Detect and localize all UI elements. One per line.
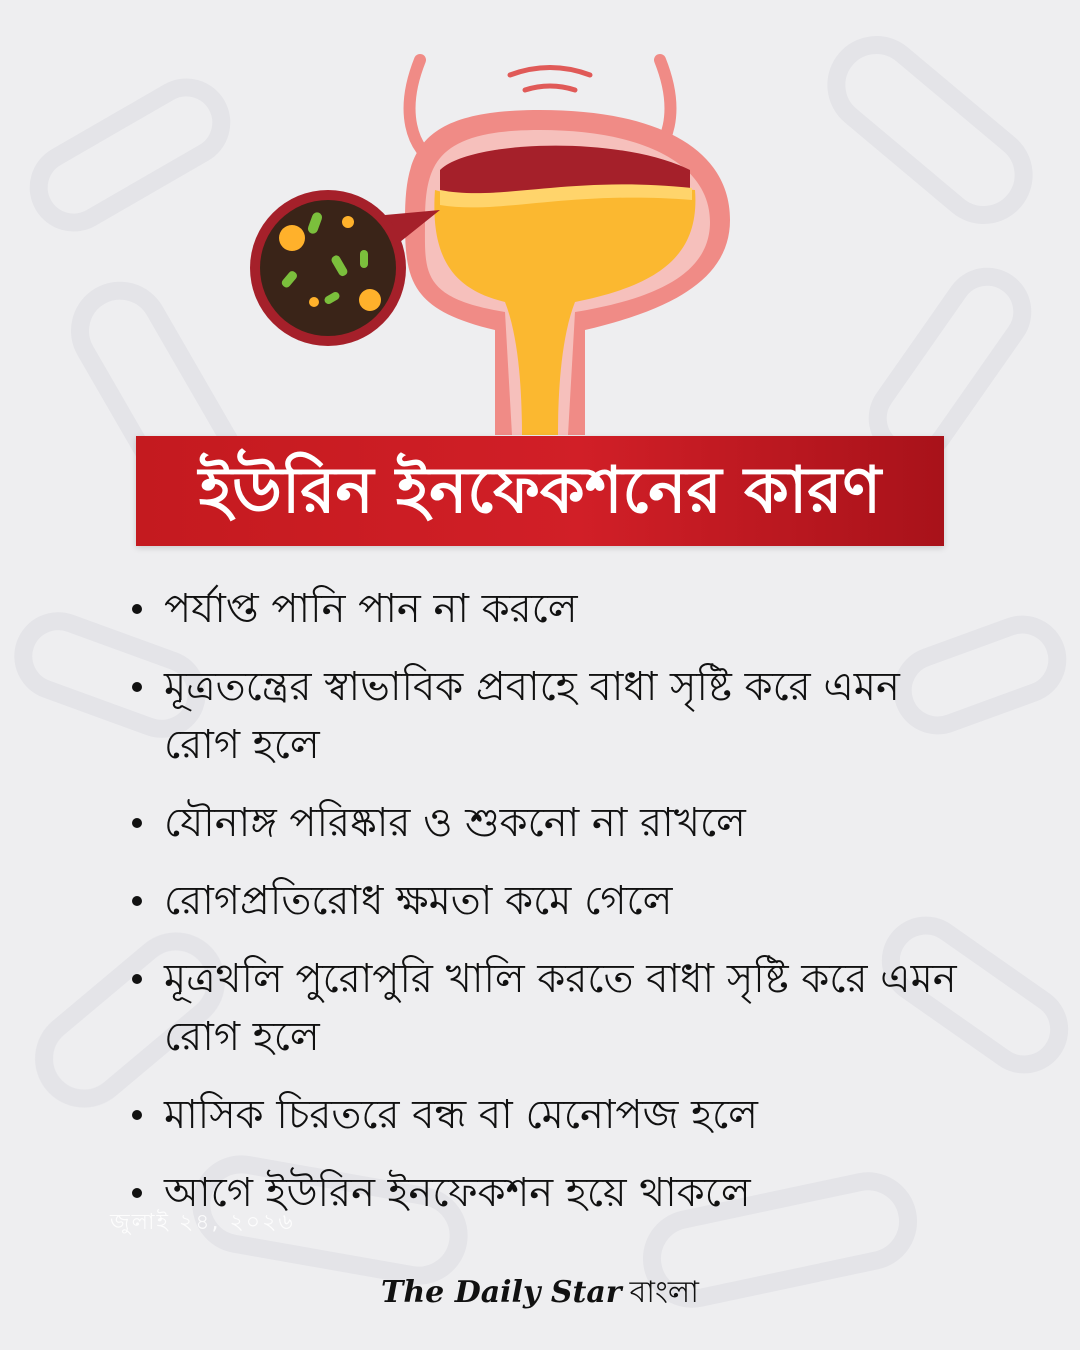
bullet-icon bbox=[132, 896, 142, 906]
brand-name-en: The Daily Star bbox=[381, 1275, 622, 1310]
cause-text: পর্যাপ্ত পানি পান না করলে bbox=[164, 586, 578, 632]
cause-text: মূত্রতন্ত্রের স্বাভাবিক প্রবাহে বাধা সৃষ্টি করে এমন রোগ হলে bbox=[164, 664, 900, 768]
date-stamp: জুলাই ২৪, ২০২৬ bbox=[110, 1210, 295, 1235]
cause-text: যৌনাঙ্গ পরিষ্কার ও শুকনো না রাখলে bbox=[164, 800, 746, 846]
cause-text: রোগপ্রতিরোধ ক্ষমতা কমে গেলে bbox=[164, 878, 673, 924]
bullet-icon bbox=[132, 818, 142, 828]
list-item bbox=[128, 658, 988, 774]
causes-list bbox=[128, 580, 988, 1242]
cause-text: মূত্রথলি পুরোপুরি খালি করতে বাধা সৃষ্টি করে এমন রোগ হলে bbox=[164, 956, 957, 1060]
brand-logo bbox=[0, 1268, 1080, 1308]
brand-name-bn: বাংলা bbox=[629, 1275, 699, 1310]
list-item bbox=[128, 1086, 988, 1144]
list-item bbox=[128, 872, 988, 930]
title-banner bbox=[136, 436, 944, 546]
list-item bbox=[128, 794, 988, 852]
cause-text: আগে ইউরিন ইনফেকশন হয়ে থাকলে bbox=[164, 1170, 751, 1216]
bullet-icon bbox=[132, 682, 142, 692]
cause-text: মাসিক চিরতরে বন্ধ বা মেনোপজ হলে bbox=[164, 1092, 758, 1138]
list-item bbox=[128, 580, 988, 638]
bullet-icon bbox=[132, 1110, 142, 1120]
list-item bbox=[128, 950, 988, 1066]
bullet-icon bbox=[132, 1188, 142, 1198]
page-title: ইউরিন ইনফেকশনের কারণ bbox=[198, 454, 882, 528]
bullet-icon bbox=[132, 974, 142, 984]
bladder-illustration bbox=[240, 40, 760, 440]
bullet-icon bbox=[132, 604, 142, 614]
